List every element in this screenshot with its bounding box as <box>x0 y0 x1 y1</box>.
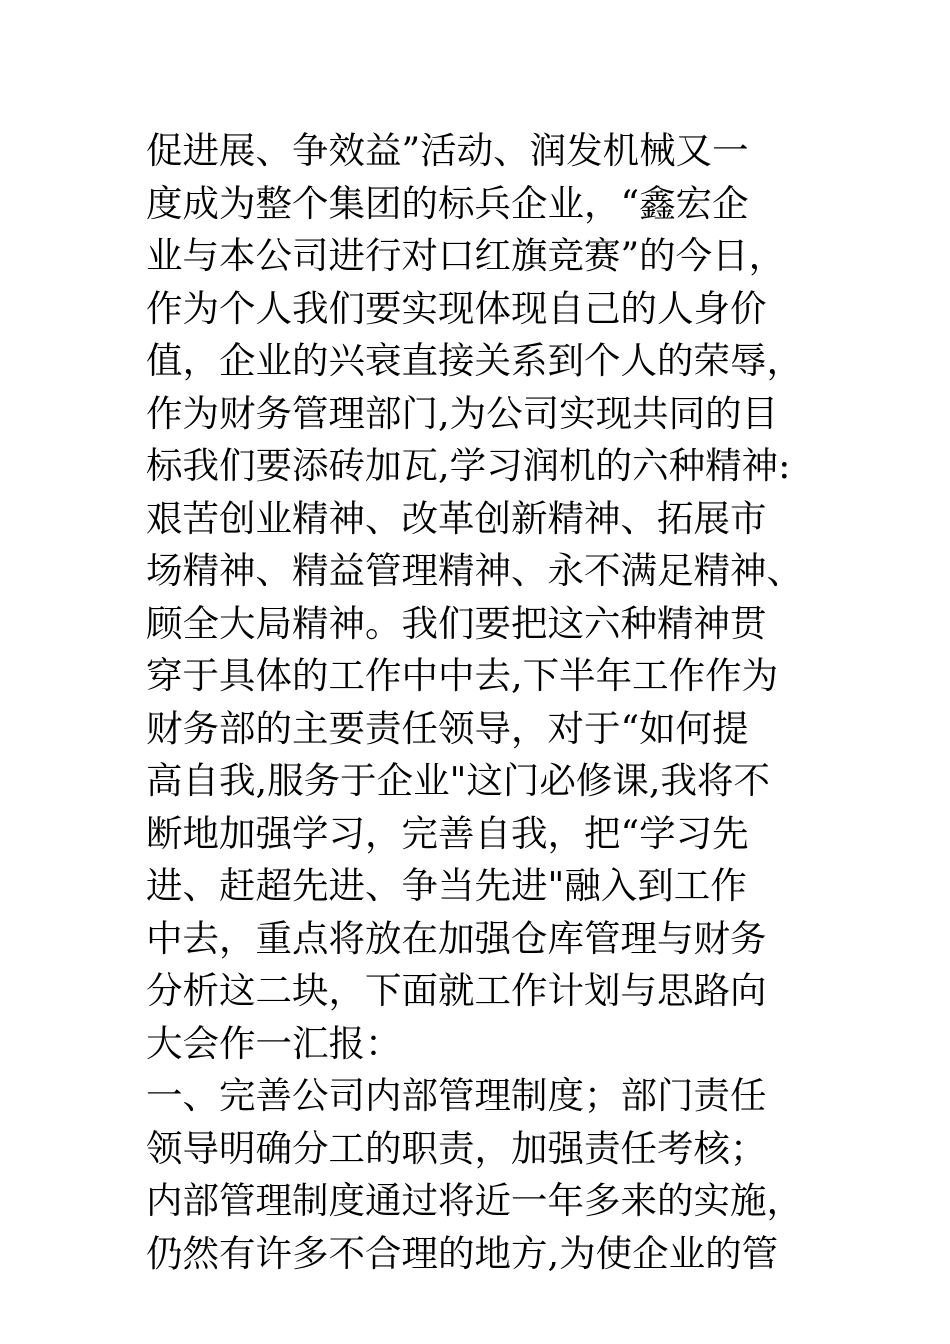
text-line: 业与本公司进行对口红旗竞赛”的今日， <box>146 234 786 277</box>
text-line: 艰苦创业精神、改革创新精神、拓展市 <box>146 496 767 540</box>
text-line: 作为个人我们要实现体现自己的人身价 <box>146 286 767 330</box>
text-line: 场精神、精益管理精神、永不满足精神、 <box>146 549 803 592</box>
text-line: 内部管理制度通过将近一年多来的实施， <box>146 1179 803 1222</box>
text-line: 领导明确分工的职责，加强责任考核； <box>146 1126 767 1170</box>
text-line: 值，企业的兴衰直接关系到个人的荣辱， <box>146 339 803 382</box>
text-line: 进、赶超先进、争当先进"融入到工作 <box>146 864 747 907</box>
text-line: 度成为整个集团的标兵企业，“鑫宏企 <box>146 181 749 225</box>
text-line: 顾全大局精神。我们要把这六种精神贯 <box>146 601 767 645</box>
text-line: 仍然有许多不合理的地方,为使企业的管 <box>146 1231 779 1275</box>
text-line: 穿于具体的工作中中去,下半年工作作为 <box>146 654 779 697</box>
text-line: 标我们要添砖加瓦,学习润机的六种精神: <box>146 444 791 487</box>
body-text <box>146 125 816 1280</box>
text-line: 分析这二块，下面就工作计划与思路向 <box>146 969 767 1012</box>
text-line: 高自我,服务于企业"这门必修课,我将不 <box>146 759 770 802</box>
text-line: 中去，重点将放在加强仓库管理与财务 <box>146 916 767 960</box>
text-line: 财务部的主要责任领导，对于“如何提 <box>146 706 749 750</box>
text-line: 促进展、争效益”活动、润发机械又一 <box>146 129 749 172</box>
text-line: 一、完善公司内部管理制度；部门责任 <box>146 1074 767 1117</box>
text-line: 大会作一汇报： <box>146 1021 402 1065</box>
text-line: 作为财务管理部门,为公司实现共同的目 <box>146 391 779 435</box>
text-line: 断地加强学习，完善自我，把“学习先 <box>146 811 749 855</box>
